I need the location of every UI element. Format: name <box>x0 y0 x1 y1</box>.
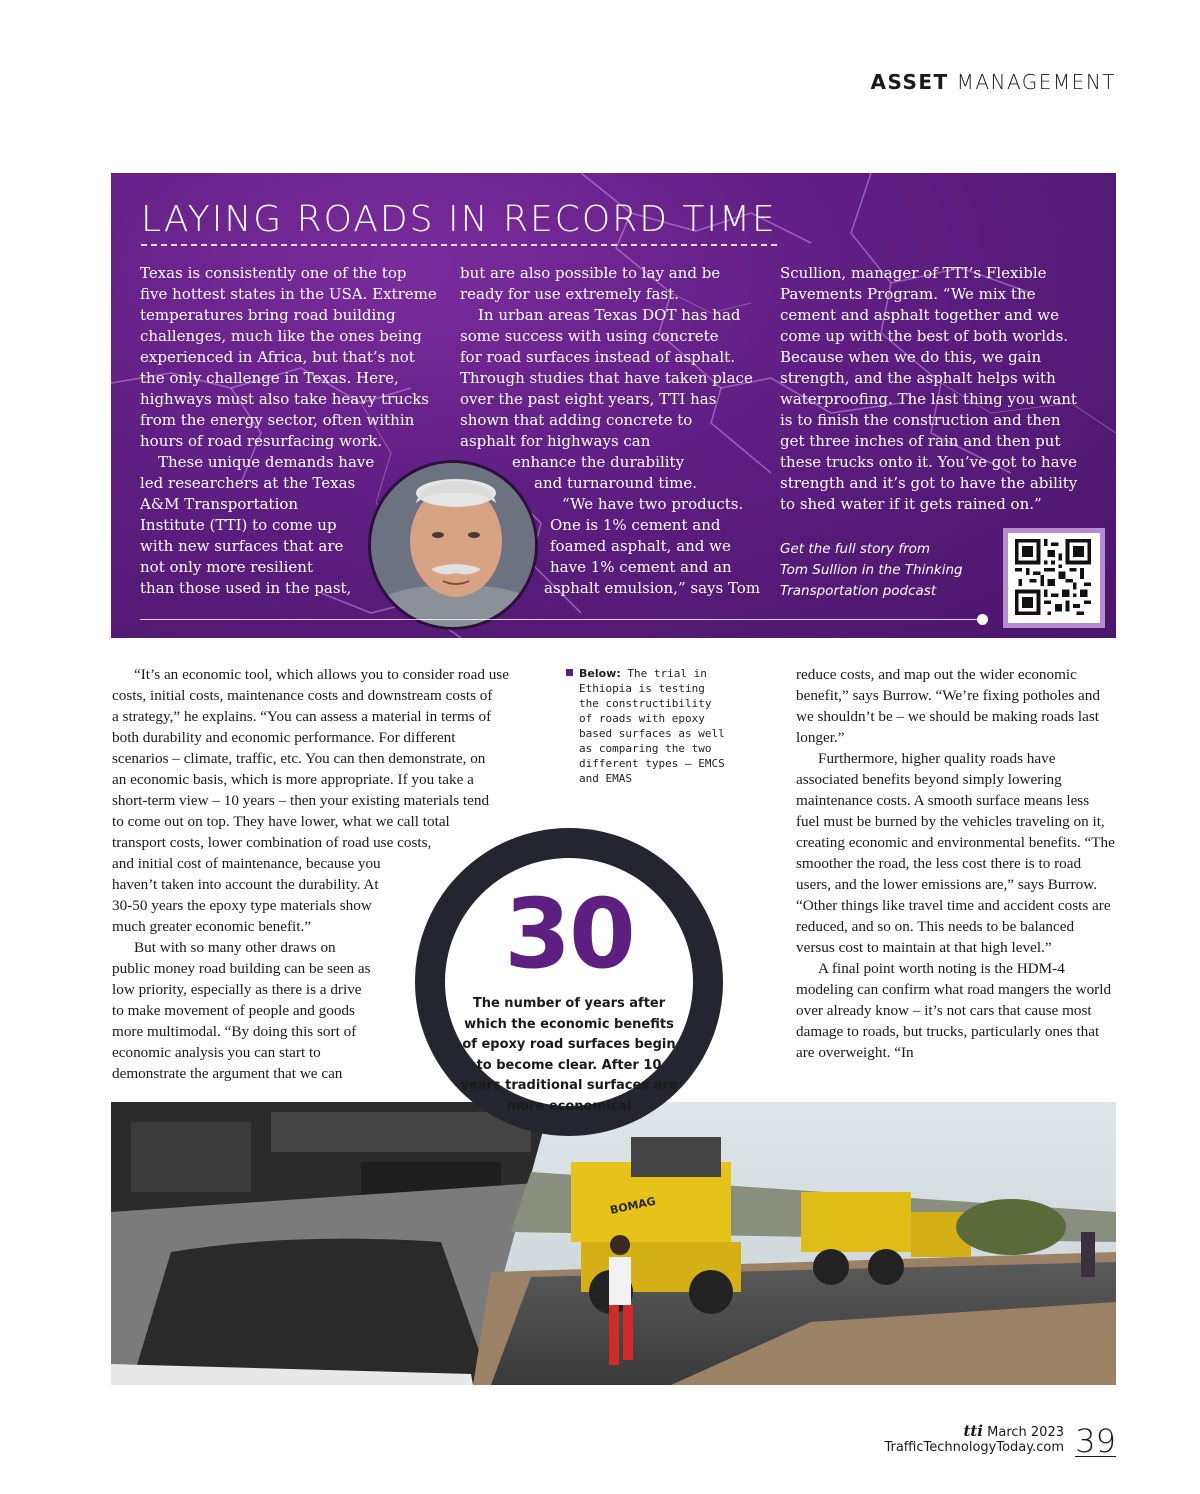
text-line: but are also possible to lay and be <box>460 264 721 282</box>
text-line: a strategy,” he explains. “You can assess a material in terms of <box>112 708 492 725</box>
section-header-bold: ASSET <box>870 70 949 94</box>
podcast-promo <box>780 539 980 602</box>
text-line: come up with the best of both worlds. <box>780 327 1069 345</box>
text-line: shown that adding concrete to <box>460 411 693 429</box>
portrait-photo <box>368 460 538 630</box>
page-number: 39 <box>1075 1422 1116 1460</box>
text-line: Pavements Program. “We mix the <box>780 285 1036 303</box>
text-line: strength, and the asphalt helps with <box>780 369 1056 387</box>
text-line: Scullion, manager of TTI’s Flexible <box>780 264 1047 282</box>
text-line: transport costs, lower combination of road use costs, <box>112 834 432 851</box>
article-column-right <box>796 664 1116 1063</box>
text-line: demonstrate the argument that we can <box>112 1065 343 1082</box>
text-line: challenges, much like the ones being <box>140 327 422 345</box>
text-line: for road surfaces instead of asphalt. <box>460 348 735 366</box>
text-line: hours of road resurfacing work. <box>140 432 383 450</box>
road-construction-photo <box>473 1102 1116 1385</box>
text-line: both durability and economic performance. For different <box>112 729 456 746</box>
text-line: to make movement of people and goods <box>112 1002 355 1019</box>
text-line: get three inches of rain and then put <box>780 432 1061 450</box>
text-line: short-term view – 10 years – then your existing materials tend <box>112 792 490 809</box>
footer-issue: March 2023 <box>987 1425 1064 1440</box>
text-line: from the energy sector, often within <box>140 411 415 429</box>
text-line: ready for use extremely fast. <box>460 285 679 303</box>
text-line: to come out on top. They have lower, what we call total <box>112 813 450 830</box>
text-line: “We have two products. <box>562 495 744 513</box>
text-line: But with so many other draws on <box>134 939 336 956</box>
section-header <box>871 70 1117 94</box>
sidebar-column-3 <box>780 263 1095 515</box>
caption-text: The trial in Ethiopia is testing the constructibility of roads with epoxy based surfaces as well as comparing the two different types – EMCS and EMAS <box>579 667 725 785</box>
text-line: enhance the durability <box>512 453 685 471</box>
text-line: is to finish the construction and then <box>780 411 1061 429</box>
section-header-light: MANAGEMENT <box>956 70 1116 94</box>
text-line: Transportation podcast <box>780 583 937 599</box>
text-line: haven’t taken into account the durability. At <box>112 876 379 893</box>
text-line: These unique demands have <box>158 453 375 471</box>
text-line: A&M Transportation <box>140 495 299 513</box>
text-line: some success with using concrete <box>460 327 719 345</box>
qr-code-icon <box>1014 539 1092 615</box>
text-line: and turnaround time. <box>534 474 698 492</box>
text-line: more multimodal. “By doing this sort of <box>112 1023 357 1040</box>
sidebar-box <box>111 173 1116 638</box>
text-line: One is 1% cement and <box>550 516 721 534</box>
sidebar-rule <box>140 619 986 620</box>
text-line: to shed water if it gets rained on.” <box>780 495 1042 513</box>
qr-code[interactable] <box>1003 528 1105 628</box>
text-line: than those used in the past, <box>140 579 352 597</box>
text-line: these trucks onto it. You’ve got to have <box>780 453 1077 471</box>
text-line: temperatures bring road building <box>140 306 396 324</box>
text-line: Through studies that have taken place <box>460 369 753 387</box>
text-line: asphalt emulsion,” says Tom <box>544 579 761 597</box>
text-line: Institute (TTI) to come up <box>140 516 337 534</box>
text-line: much greater economic benefit.” <box>112 918 312 935</box>
text-line: led researchers at the Texas <box>140 474 356 492</box>
footer-brand: tti <box>963 1422 983 1440</box>
text-line: experienced in Africa, but that’s not <box>140 348 415 366</box>
page-footer <box>884 1422 1116 1460</box>
text-line: an economic basis, which is more appropriate. If you take a <box>112 771 474 788</box>
article-paragraph: reduce costs, and map out the wider economic benefit,” says Burrow. “We’re fixing potholes and we shouldn’t be – we should be making roads last longer.” <box>796 666 1100 746</box>
text-line: economic analysis you can start to <box>112 1044 321 1061</box>
text-line: with new surfaces that are <box>140 537 344 555</box>
footer-brand-line <box>884 1424 1064 1440</box>
text-line: foamed asphalt, and we <box>550 537 731 555</box>
photo-strip <box>111 1102 1116 1385</box>
footer-site[interactable]: TrafficTechnologyToday.com <box>884 1440 1064 1455</box>
text-line: and initial cost of maintenance, because you <box>112 855 381 872</box>
text-line: 30-50 years the epoxy type materials show <box>112 897 372 914</box>
photo-caption <box>566 666 726 786</box>
text-line: highways must also take heavy trucks <box>140 390 430 408</box>
text-line: costs, initial costs, maintenance costs and downstream costs of <box>112 687 493 704</box>
text-line: In urban areas Texas DOT has had <box>478 306 741 324</box>
text-line: scenarios – climate, traffic, etc. You can then demonstrate, on <box>112 750 486 767</box>
text-line: strength and it’s got to have the ability <box>780 474 1078 492</box>
text-line: have 1% cement and an <box>550 558 732 576</box>
article-paragraph: Furthermore, higher quality roads have associated benefits beyond simply lowering maintenance costs. A smooth surface means less fuel must be burned by the vehicles traveling on it, creating economic and environmental benefits. “The smoother the road, the less cost there is to road users, and the lower emissions are,” says Burrow. “Other things like travel time and accident costs are reduced, and so on. This needs to be balanced versus cost to maintain at that high level.” <box>796 750 1115 956</box>
text-line: Get the full story from <box>780 541 931 557</box>
text-line: public money road building can be seen as <box>112 960 371 977</box>
stat-callout <box>415 828 723 1136</box>
caption-label: Below: <box>579 667 621 680</box>
text-line: the only challenge in Texas. Here, <box>140 369 399 387</box>
stat-number: 30 <box>504 878 634 990</box>
text-line: over the past eight years, TTI has <box>460 390 717 408</box>
text-line: asphalt for highways can <box>460 432 651 450</box>
machine-brand: BOMAG <box>608 1194 657 1217</box>
text-line: cement and asphalt together and we <box>780 306 1059 324</box>
text-line: low priority, especially as there is a drive <box>112 981 362 998</box>
article-paragraph: A final point worth noting is the HDM-4 modeling can confirm what road mangers the world over already know – it’s not cars that cause most damage to roads, but trucks, particularly ones that are overweight. “In <box>796 960 1112 1061</box>
text-line: not only more resilient <box>140 558 313 576</box>
text-line: Texas is consistently one of the top <box>140 264 407 282</box>
text-line: waterproofing. The last thing you want <box>780 390 1077 408</box>
caption-marker <box>566 669 573 676</box>
sidebar-title: LAYING ROADS IN RECORD TIME <box>141 199 777 246</box>
text-line: five hottest states in the USA. Extreme <box>140 285 437 303</box>
stat-description: The number of years after which the economic benefits of epoxy road surfaces begin to become clear. After 10 years traditional surfaces are more economical <box>460 996 678 1114</box>
text-line: Because when we do this, we gain <box>780 348 1042 366</box>
text-line: Tom Sullion in the Thinking <box>780 562 963 578</box>
sidebar-rule-dot <box>977 614 988 625</box>
text-line: “It’s an economic tool, which allows you to consider road use <box>134 666 509 683</box>
